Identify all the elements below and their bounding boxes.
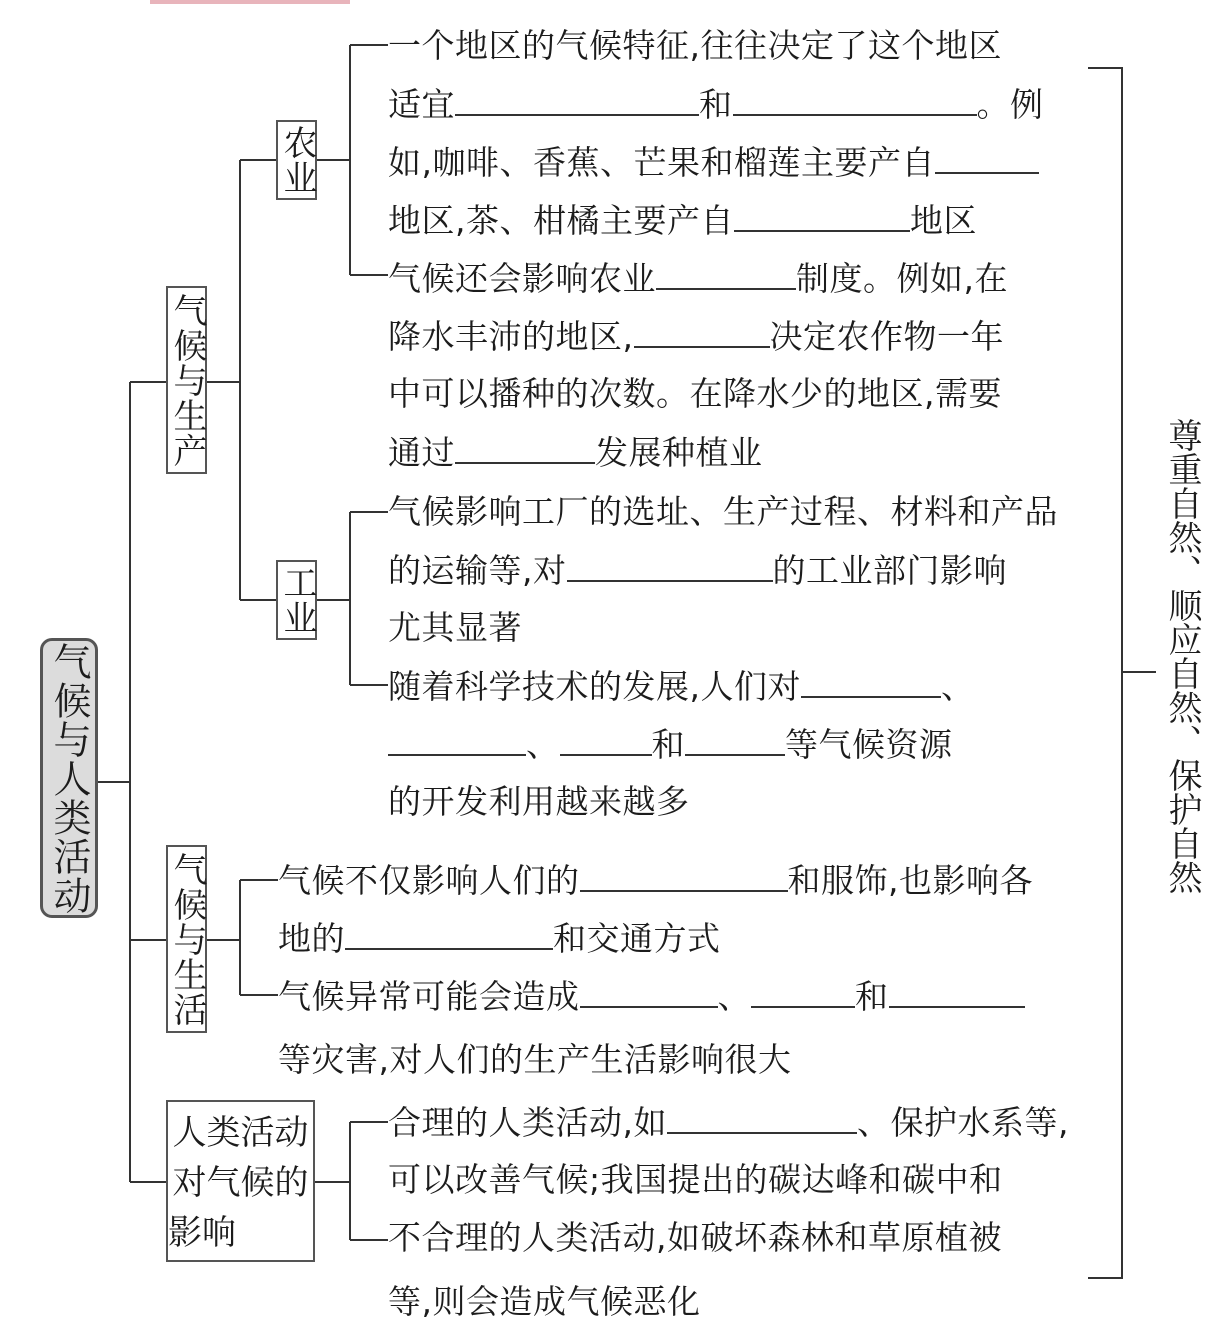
blank: [455, 432, 595, 464]
agri-line-7: 中可以播种的次数。在降水少的地区,需要: [388, 374, 1002, 413]
human-impact-line-3: 影响: [168, 1213, 236, 1253]
branch-human-impact: [166, 1100, 315, 1262]
agri-line-8: 通过 发展种植业: [388, 433, 763, 472]
industry-line-2: 的运输等,对 的工业部门影响: [388, 551, 1007, 590]
blank: [801, 666, 941, 698]
agri-line-6: 降水丰沛的地区, 决定农作物一年: [388, 317, 1004, 356]
life-line-3: 气候异常可能会造成 、 和: [278, 976, 1025, 1017]
blank: [733, 84, 977, 116]
conclusion-text: 尊重自然、顺应自然、保护自然: [1162, 418, 1202, 894]
branch-climate-life: 气候与生活: [166, 845, 207, 1033]
blank: [580, 976, 718, 1008]
blank: [455, 84, 699, 116]
blank: [656, 258, 796, 290]
branch-agriculture: 农业: [276, 120, 317, 200]
impact-line-1: 合理的人类活动,如 、保护水系等,: [388, 1103, 1069, 1142]
impact-line-3: 不合理的人类活动,如破坏森林和草原植被: [388, 1218, 1002, 1257]
blank: [889, 976, 1025, 1008]
blank: [935, 142, 1039, 174]
human-impact-line-2: 对气候的: [172, 1163, 309, 1203]
blank: [685, 724, 785, 756]
industry-line-4: 随着科学技术的发展,人们对 、: [388, 667, 975, 706]
blank: [580, 860, 788, 892]
agri-line-4: 地区,茶、柑橘主要产自 地区: [388, 201, 977, 240]
agri-line-3: 如,咖啡、香蕉、芒果和榴莲主要产自: [388, 142, 1039, 183]
blank: [388, 724, 526, 756]
industry-line-3: 尤其显著: [388, 608, 522, 647]
human-impact-line-1: 人类活动: [172, 1113, 309, 1153]
blank: [751, 976, 855, 1008]
life-line-2: 地的 和交通方式: [278, 919, 721, 958]
blank: [734, 200, 910, 232]
top-edge-mark: [150, 0, 350, 4]
branch-climate-production: 气候与生产: [166, 286, 207, 474]
branch-industry: 工业: [276, 560, 317, 640]
industry-line-1: 气候影响工厂的选址、生产过程、材料和产品: [388, 492, 1058, 531]
agri-line-5: 气候还会影响农业 制度。例如,在: [388, 259, 1008, 298]
impact-line-2: 可以改善气候;我国提出的碳达峰和碳中和: [388, 1160, 1003, 1199]
blank: [560, 724, 652, 756]
life-line-4: 等灾害,对人们的生产生活影响很大: [278, 1040, 792, 1079]
agri-line-1: 一个地区的气候特征,往往决定了这个地区: [388, 26, 1002, 65]
root-topic: 气候与人类活动: [40, 638, 98, 918]
blank: [345, 918, 553, 950]
impact-line-4: 等,则会造成气候恶化: [388, 1282, 701, 1321]
industry-line-6: 的开发利用越来越多: [388, 782, 690, 821]
blank: [634, 316, 770, 348]
blank: [667, 1102, 857, 1134]
industry-line-5: 、 和 等气候资源: [388, 724, 953, 765]
blank: [567, 550, 773, 582]
life-line-1: 气候不仅影响人们的 和服饰,也影响各: [278, 861, 1033, 900]
agri-line-2: 适宜 和 。例: [388, 85, 1044, 124]
